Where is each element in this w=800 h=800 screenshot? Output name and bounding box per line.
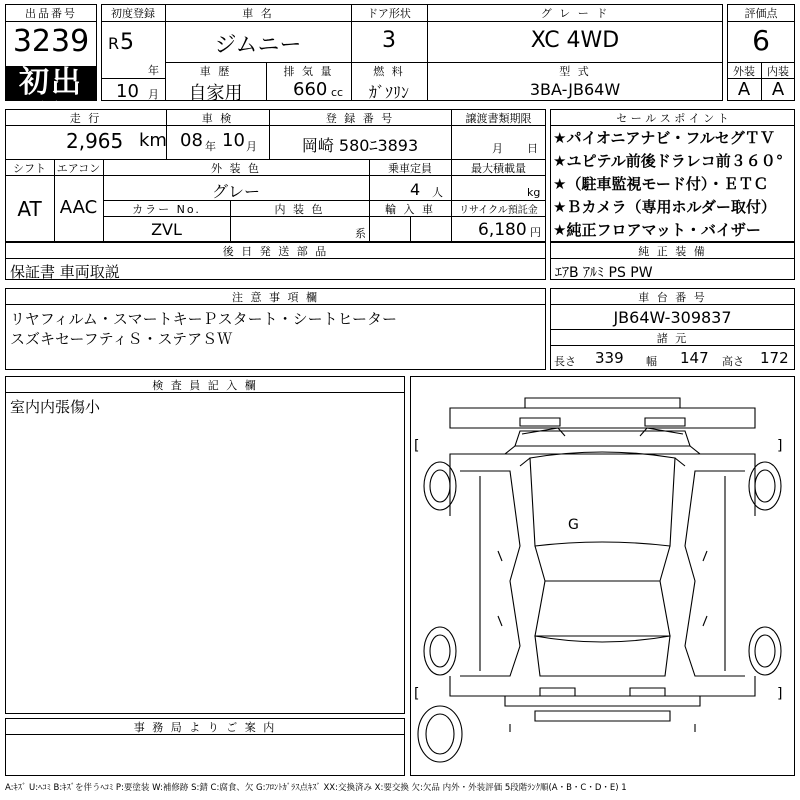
dims-label: 諸 元	[656, 332, 689, 345]
inspector-label: 検 査 員 記 入 欄	[152, 379, 258, 392]
sales-point-line: ★純正フロアマット・バイザー	[553, 221, 761, 239]
inspector-value: 室内内張傷小	[10, 398, 101, 416]
car-diagram	[410, 376, 795, 776]
ext-color-value: グレー	[211, 182, 260, 201]
aircon-value: AAC	[59, 197, 98, 218]
color-no-label: カラー No.	[132, 203, 201, 216]
model-value: 3BA-JB64W	[529, 80, 621, 99]
history-label: 車 歴	[199, 65, 232, 78]
int-grade-value: A	[771, 79, 785, 100]
standard-equipment-value: ｴｱB ｱﾙﾐ PS PW	[555, 265, 653, 281]
shift-label: シフト	[13, 162, 46, 175]
era-year: 5	[120, 30, 134, 55]
doors-value: 3	[382, 28, 396, 53]
recycle-label: リサイクル預託金	[459, 205, 538, 216]
int-color-unit: 系	[355, 227, 366, 240]
inspection-year-unit: 年	[205, 140, 216, 153]
first-reg-month: 10	[116, 81, 139, 102]
reg-no-value: 岡崎 580ﾆ3893	[301, 136, 419, 155]
sales-point-line: ★（駐車監視モード付）・ＥＴＣ	[553, 175, 769, 193]
car-name-label: 車 名	[242, 7, 274, 20]
fuel-label: 燃 料	[373, 65, 405, 78]
inspection-month-unit: 月	[246, 140, 257, 153]
history-value: 自家用	[188, 83, 243, 104]
bracket-left: [	[414, 438, 420, 454]
capacity-value: 4	[410, 180, 421, 199]
bracket-left: [	[414, 686, 420, 702]
ext-color-label: 外 装 色	[211, 162, 261, 175]
capacity-unit: 人	[432, 186, 443, 199]
bracket-right: ]	[777, 438, 783, 454]
score-label: 評価点	[744, 7, 778, 20]
sales-points-label: セ ー ル ス ポ イ ン ト	[616, 112, 729, 125]
era-letter: R	[108, 34, 120, 53]
import-label: 輸 入 車	[385, 203, 435, 216]
notes-line: リヤフィルム・スマートキーＰスタート・シートヒーター	[10, 310, 398, 328]
lot-label: 出品番号	[25, 7, 77, 20]
mileage-label: 走 行	[69, 112, 102, 125]
car-name: ジムニー	[214, 33, 302, 58]
lot-number: 3239	[12, 24, 90, 59]
mileage-unit: km	[139, 130, 167, 151]
office-label: 事 務 局 よ り ご 案 内	[133, 721, 277, 734]
grade-label: グ レ ー ド	[540, 7, 610, 20]
bracket-right: ]	[777, 686, 783, 702]
height-value: 172	[760, 349, 789, 367]
notes-label: 注 意 事 項 欄	[232, 291, 319, 304]
transfer-label: 譲渡書類期限	[465, 112, 532, 125]
reg-no-label: 登 録 番 号	[325, 112, 395, 125]
first-reg-label: 初度登録	[111, 7, 155, 20]
doors-label: ドア形状	[367, 7, 411, 20]
legend-text: A:ｷｽﾞ U:ﾍｺﾐ B:ｷｽﾞを伴うﾍｺﾐ P:要塗装 W:補修跡 S:錆 C:腐食、欠 G:ﾌﾛﾝﾄｶﾞﾗｽ点ｷｽﾞ XX:交換済み X:要交換 欠:欠品 内外・外装評価 5段階ﾗﾝｸ順(A・B・C・D・E) 1	[5, 783, 627, 793]
aircon-label: エアコン	[56, 162, 101, 175]
color-no-value: ZVL	[151, 220, 182, 239]
sales-point-line: ★ユピテル前後ドラレコ前３６０°	[553, 152, 784, 170]
transfer-day-unit: 日	[527, 142, 538, 155]
inspection-month: 10	[222, 130, 245, 151]
damage-mark: G	[568, 517, 579, 533]
later-parts-value: 保証書 車両取説	[10, 263, 120, 281]
fuel-value: ｶﾞｿﾘﾝ	[368, 83, 409, 102]
standard-equipment-label: 純 正 装 備	[638, 245, 707, 258]
displacement-unit: cc	[331, 86, 344, 99]
recycle-value: 6,180	[478, 220, 527, 240]
first-listing-badge: 初出品	[6, 66, 96, 100]
displacement-label: 排 気 量	[283, 65, 334, 78]
height-label: 高さ	[722, 355, 744, 368]
chassis-value: JB64W-309837	[613, 308, 732, 327]
mileage-value: 2,965	[66, 129, 124, 153]
max-load-unit: kg	[527, 186, 541, 199]
transfer-month-unit: 月	[492, 142, 503, 155]
width-label: 幅	[646, 355, 657, 368]
capacity-label: 乗車定員	[388, 162, 432, 175]
model-label: 型 式	[559, 65, 591, 78]
notes-line: スズキセーフティＳ・ステアＳＷ	[10, 330, 233, 348]
int-grade-label: 内装	[767, 65, 789, 78]
inspection-year: 08	[180, 130, 203, 151]
grade-value: XC 4WD	[530, 28, 620, 53]
chassis-label: 車 台 番 号	[638, 291, 707, 304]
max-load-label: 最大積載量	[471, 162, 526, 175]
length-value: 339	[595, 349, 624, 367]
ext-grade-value: A	[737, 79, 751, 100]
later-parts-label: 後 日 発 送 部 品	[222, 245, 329, 258]
inspection-label: 車 検	[201, 112, 234, 125]
width-value: 147	[680, 349, 709, 367]
recycle-unit: 円	[530, 226, 541, 239]
ext-grade-label: 外装	[733, 65, 755, 78]
displacement-value: 660	[293, 79, 328, 100]
score-value: 6	[752, 24, 770, 57]
shift-value: AT	[17, 197, 42, 221]
sales-point-line: ★Ｂカメラ（専用ホルダー取付）	[553, 198, 776, 216]
inspector-box	[5, 376, 405, 714]
sales-point-line: ★パイオニアナビ・フルセグＴＶ	[553, 129, 775, 147]
length-label: 長さ	[554, 355, 576, 368]
month-unit: 月	[148, 88, 159, 101]
int-color-label: 内 装 色	[274, 203, 325, 216]
year-unit: 年	[148, 64, 159, 77]
